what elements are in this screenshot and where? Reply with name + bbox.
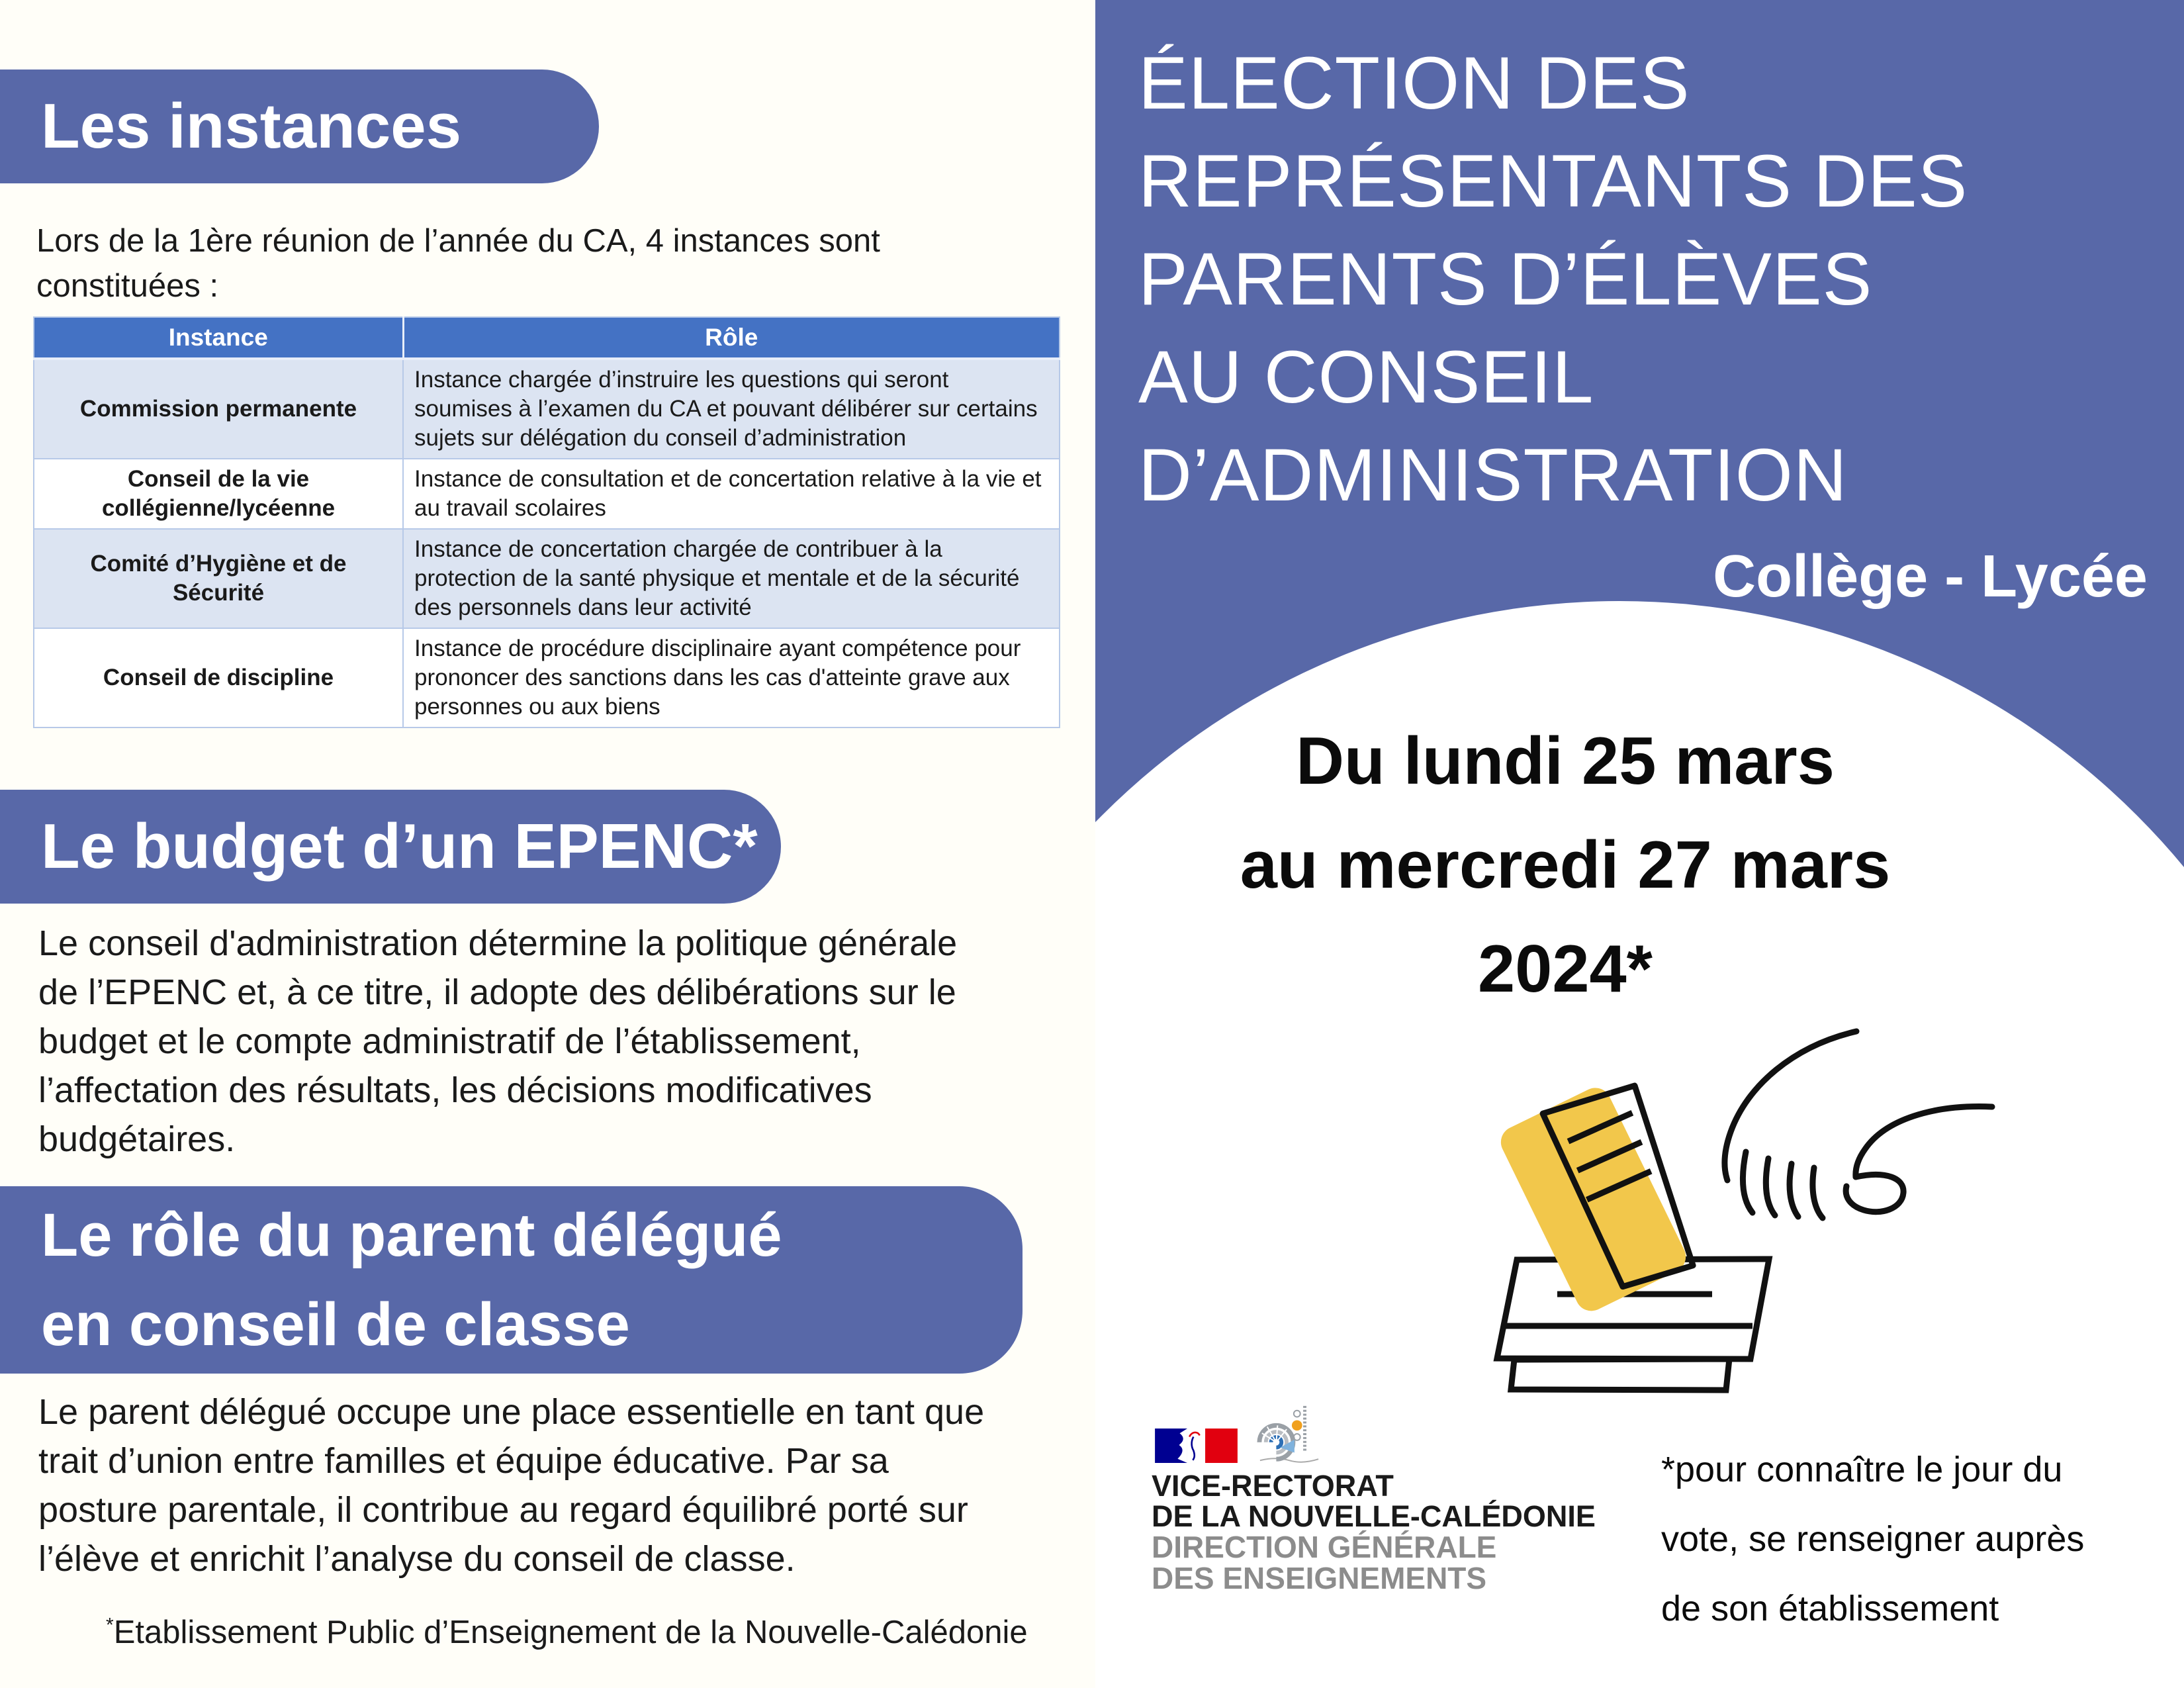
right-panel [1095,0,2184,1688]
table-row [34,628,1060,727]
section-title: Les instances [41,91,461,162]
title-line: REPRÉSENTANTS DES [1138,140,1968,222]
section-title-line: en conseil de classe [41,1290,630,1358]
paragraph-line: budget et le compte administratif de l’établissement, [38,1021,861,1061]
instance-name: Conseil de discipline [34,628,403,727]
section-banner-budget [0,790,781,904]
date-line: Du lundi 25 mars [1296,724,1835,798]
hand-icon [1725,1031,1992,1218]
column-header-instance: Instance [34,317,403,359]
paragraph-line: trait d’union entre familles et équipe éducative. Par sa [38,1441,889,1481]
instance-name: Conseil de la vie collégienne/lycéenne [34,459,403,529]
column-header-role: Rôle [403,317,1060,359]
vote-day-note [1661,1435,2151,1644]
subtitle-college-lycee: Collège - Lycée [1713,543,2148,610]
table-row [34,529,1060,628]
section-banner-les-instances [0,70,599,183]
paragraph-line: Le parent délégué occupe une place essentielle en tant que [38,1392,985,1432]
nautilus-shell-icon [1259,1425,1295,1459]
instance-role: Instance de procédure disciplinaire ayant compétence pour prononcer des sanctions dans les cas d'atteinte grave aux personnes ou aux biens [403,628,1060,727]
main-title [1138,34,1968,524]
date-line: 2024* [1478,932,1653,1006]
paragraph-line: posture parentale, il contribue au regard équilibré porté sur [38,1490,968,1530]
nc-education-logo [1256,1402,1322,1467]
logo-text-line: DE LA NOUVELLE-CALÉDONIE [1152,1499,1596,1533]
note-line: de son établissement [1661,1589,1999,1628]
role-paragraph [38,1387,1071,1583]
section-banner-parent-delegue [0,1186,1023,1374]
paragraph-line: l’affectation des résultats, les décisions modificatives [38,1070,872,1110]
note-line: vote, se renseigner auprès [1661,1519,2085,1559]
ballot-box-icon [1469,1019,1999,1417]
date-line: au mercredi 27 mars [1240,828,1891,902]
instance-name: Commission permanente [34,359,403,459]
intro-text [36,218,1049,308]
logo-text-line: VICE-RECTORAT [1152,1469,1394,1503]
paragraph-line: l’élève et enrichit l’analyse du conseil de classe. [38,1539,796,1579]
section-title-line: Le rôle du parent délégué [41,1201,782,1269]
section-title: Le budget d’un EPENC* [41,811,758,882]
title-line: ÉLECTION DES [1138,42,1690,124]
intro-line: constituées : [36,268,219,304]
election-dates [1168,710,1962,1021]
paragraph-line: de l’EPENC et, à ce titre, il adopte des délibérations sur le [38,972,956,1012]
note-line: *pour connaître le jour du [1661,1450,2063,1489]
instance-role: Instance de consultation et de concertation relative à la vie et au travail scolaires [403,459,1060,529]
footnote-text: Etablissement Public d’Enseignement de la Nouvelle-Calédonie [113,1615,1028,1650]
logo-text-line: DIRECTION GÉNÉRALE [1152,1530,1497,1564]
budget-paragraph [38,919,1071,1164]
paragraph-line: Le conseil d'administration détermine la politique générale [38,923,958,963]
intro-line: Lors de la 1ère réunion de l’année du CA, 4 instances sont [36,223,880,259]
title-line: PARENTS D’ÉLÈVES [1138,238,1873,320]
epenc-footnote [106,1614,1028,1651]
instance-name: Comité d’Hygiène et de Sécurité [34,529,403,628]
table-row [34,359,1060,459]
table-row [34,459,1060,529]
title-line: D’ADMINISTRATION [1138,434,1848,516]
sun-icon [1292,1420,1302,1430]
logo-text-line: DES ENSEIGNEMENTS [1152,1561,1487,1595]
french-republic-logo [1155,1429,1238,1463]
logo-text-block [1152,1471,1596,1594]
footnote-asterisk: * [106,1614,114,1636]
paragraph-line: budgétaires. [38,1119,236,1159]
instance-role: Instance de concertation chargée de contribuer à la protection de la santé physique et mentale et de la sécurité des personnels dans leur activité [403,529,1060,628]
instances-table [33,316,1060,728]
title-line: AU CONSEIL [1138,336,1594,418]
table-header-row [34,317,1060,359]
instance-role: Instance chargée d’instruire les questions qui seront soumises à l’examen du CA et pouvant délibérer sur certains sujets sur délégation du conseil d’administration [403,359,1060,459]
